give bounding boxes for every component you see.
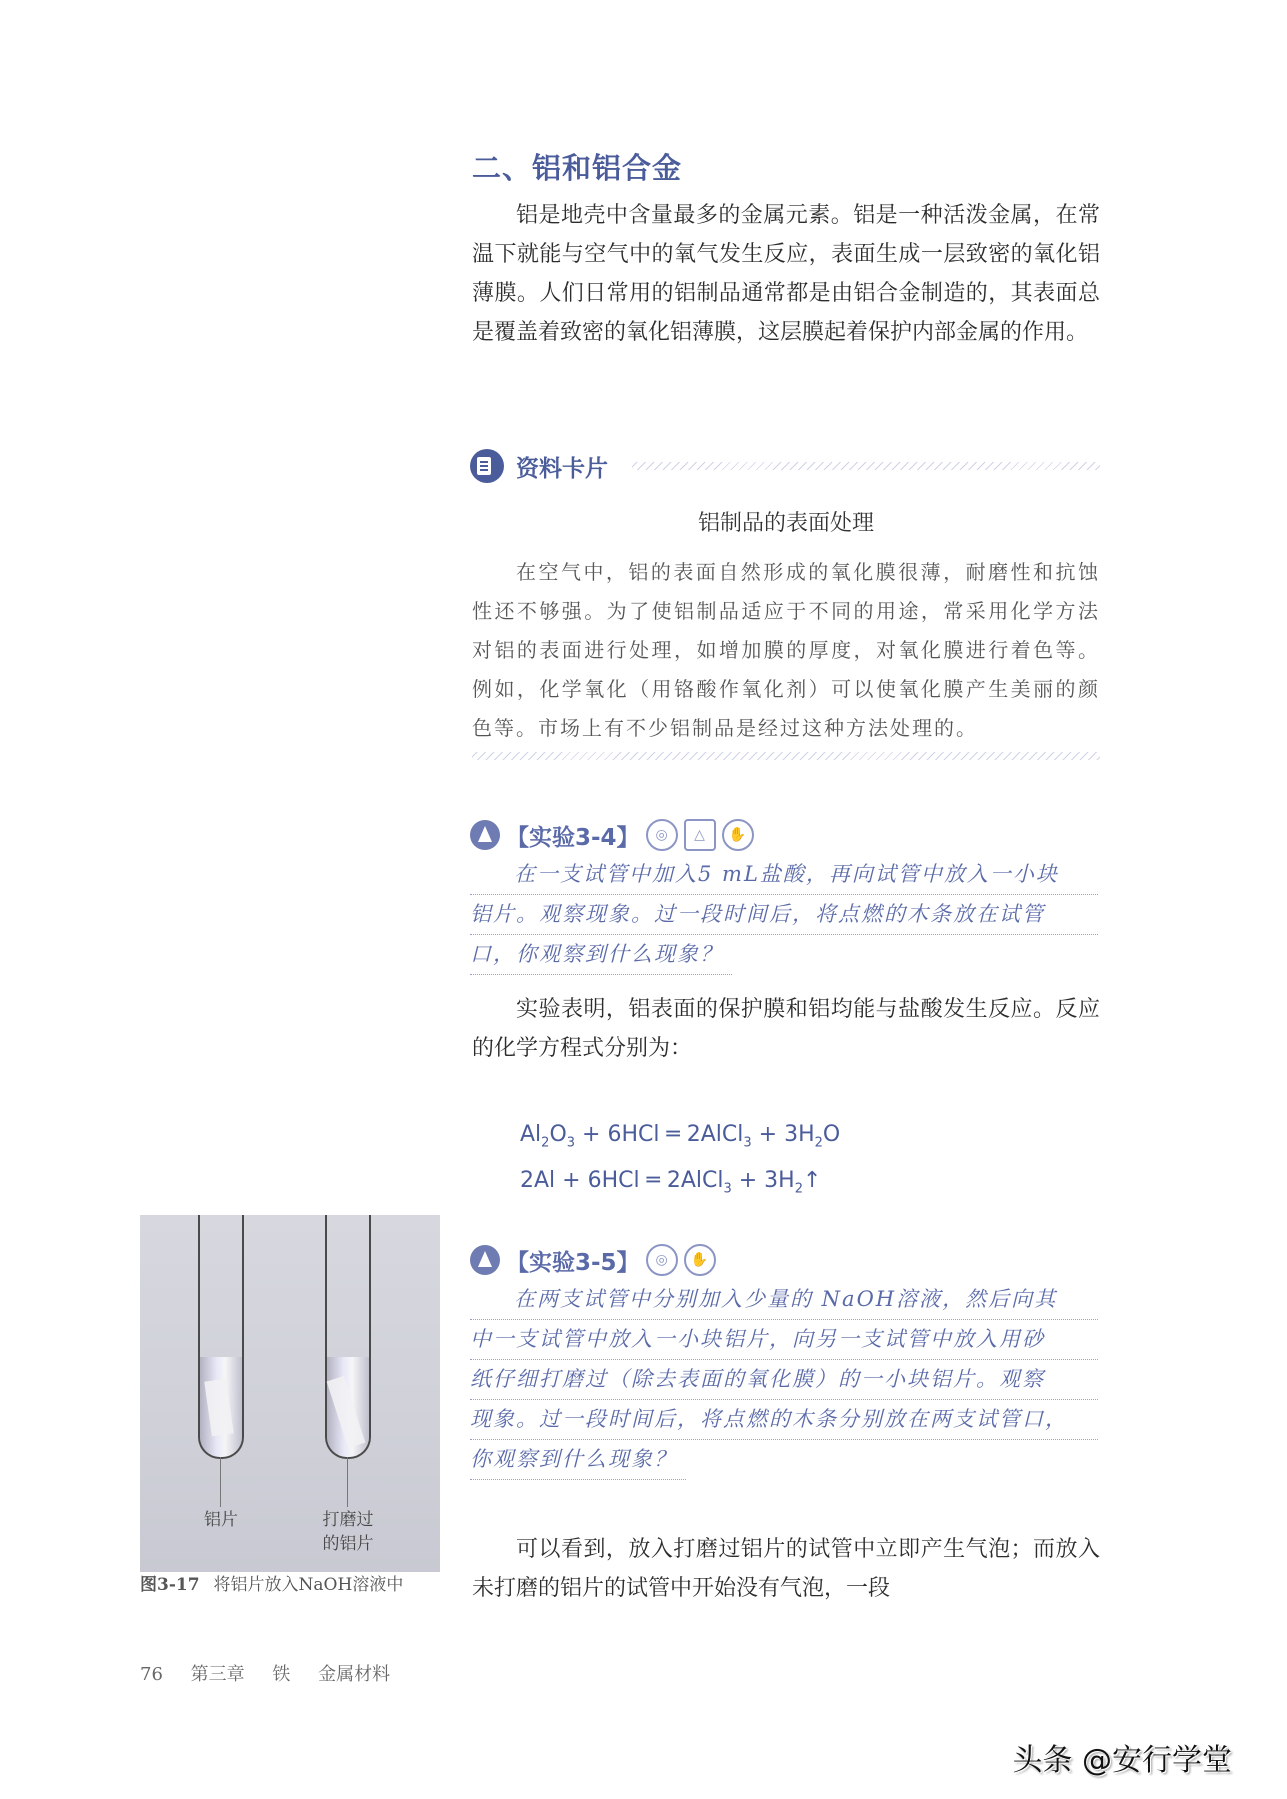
experiment-line: 在一支试管中加入5 mL盐酸，再向试管中放入一小块 — [470, 855, 1098, 895]
document-icon — [470, 449, 504, 483]
experiment-line: 现象。过一段时间后，将点燃的木条分别放在两支试管口， — [470, 1400, 1098, 1440]
experiment-label: 【实验3-4】 — [506, 824, 640, 851]
page-number: 76 — [140, 1664, 163, 1685]
label-polished-flake: 打磨过 的铝片 — [322, 1510, 374, 1554]
chapter-label: 第三章 — [190, 1664, 245, 1685]
goggles-icon: ◎ — [646, 819, 678, 851]
goggles-icon: ◎ — [646, 1244, 678, 1276]
info-card-label: 资料卡片 — [516, 455, 608, 482]
section-title: 二、铝和铝合金 — [472, 151, 683, 185]
experiment-body — [470, 855, 1098, 975]
leader-line — [347, 1457, 348, 1507]
wavy-divider-bottom — [472, 752, 1100, 760]
intro-paragraph: 铝是地壳中含量最多的金属元素。铝是一种活泼金属，在常温下就能与空气中的氧气发生反应，表面生成一层致密的氧化铝薄膜。人们日常用的铝制品通常都是由铝合金制造的，其表面总是覆盖着致密的氧化铝薄膜，这层膜起着保护内部金属的作用。 — [472, 203, 1100, 345]
info-card-header — [470, 446, 608, 486]
figure-test-tubes — [140, 1215, 440, 1572]
figure-caption: 图3-17 将铝片放入NaOH溶液中 — [140, 1575, 404, 1595]
experiment-3-4 — [470, 815, 1098, 975]
chapter-topic-1: 铁 — [272, 1664, 291, 1685]
experiment-label: 【实验3-5】 — [506, 1249, 640, 1276]
page-footer — [140, 1660, 412, 1686]
hand-wash-icon: ✋ — [722, 819, 754, 851]
experiment-line: 铝片。观察现象。过一段时间后，将点燃的木条放在试管 — [470, 895, 1098, 935]
observation-paragraph: 可以看到，放入打磨过铝片的试管中立即产生气泡；而放入未打磨的铝片的试管中开始没有气泡，一段 — [472, 1537, 1100, 1601]
experiment-header — [470, 815, 1098, 855]
equation-2: 2Al + 6HCl ═ 2AlCl$_3$ + $3H_2↑$ — [520, 1168, 822, 1197]
experiment-line: 中一支试管中放入一小块铝片，向另一支试管中放入用砂 — [470, 1320, 1098, 1360]
label-aluminum-flake: 铝片 — [204, 1510, 238, 1530]
experiment-body — [470, 1280, 1098, 1480]
flask-icon — [470, 1245, 500, 1275]
conclusion-paragraph: 实验表明，铝表面的保护膜和铝均能与盐酸发生反应。反应的化学方程式分别为： — [472, 997, 1100, 1061]
test-tube-right — [325, 1215, 371, 1459]
wavy-divider — [632, 462, 1100, 470]
experiment-line: 在两支试管中分别加入少量的 NaOH溶液，然后向其 — [470, 1280, 1098, 1320]
info-card-body: 在空气中，铝的表面自然形成的氧化膜很薄，耐磨性和抗蚀性还不够强。为了使铝制品适应于不同的用途，常采用化学方法对铝的表面进行处理，如增加膜的厚度，对氧化膜进行着色等。例如，化学氧化（用铬酸作氧化剂）可以使氧化膜产生美丽的颜色等。市场上有不少铝制品是经过这种方法处理的。 — [472, 560, 1100, 740]
flask-icon — [470, 820, 500, 850]
equation-1: $Al_2O_3 + 6HCl$ ═ 2AlCl$_3$ + $3H_2O$ — [520, 1122, 841, 1151]
test-tube-left — [198, 1215, 244, 1459]
experiment-line: 口，你观察到什么现象？ — [470, 935, 732, 975]
experiment-line: 纸仔细打磨过（除去表面的氧化膜）的一小块铝片。观察 — [470, 1360, 1098, 1400]
chapter-topic-2: 金属材料 — [318, 1664, 391, 1685]
watermark: 头条 @安行学堂 — [1012, 1743, 1232, 1778]
leader-line — [220, 1457, 221, 1507]
hand-wash-icon: ✋ — [684, 1244, 716, 1276]
experiment-line: 你观察到什么现象？ — [470, 1440, 686, 1480]
chemical-equations — [520, 1116, 840, 1209]
flammable-warning-icon: △ — [684, 819, 716, 851]
experiment-3-5 — [470, 1240, 1098, 1480]
experiment-header — [470, 1240, 1098, 1280]
info-card-subtitle: 铝制品的表面处理 — [697, 511, 874, 536]
